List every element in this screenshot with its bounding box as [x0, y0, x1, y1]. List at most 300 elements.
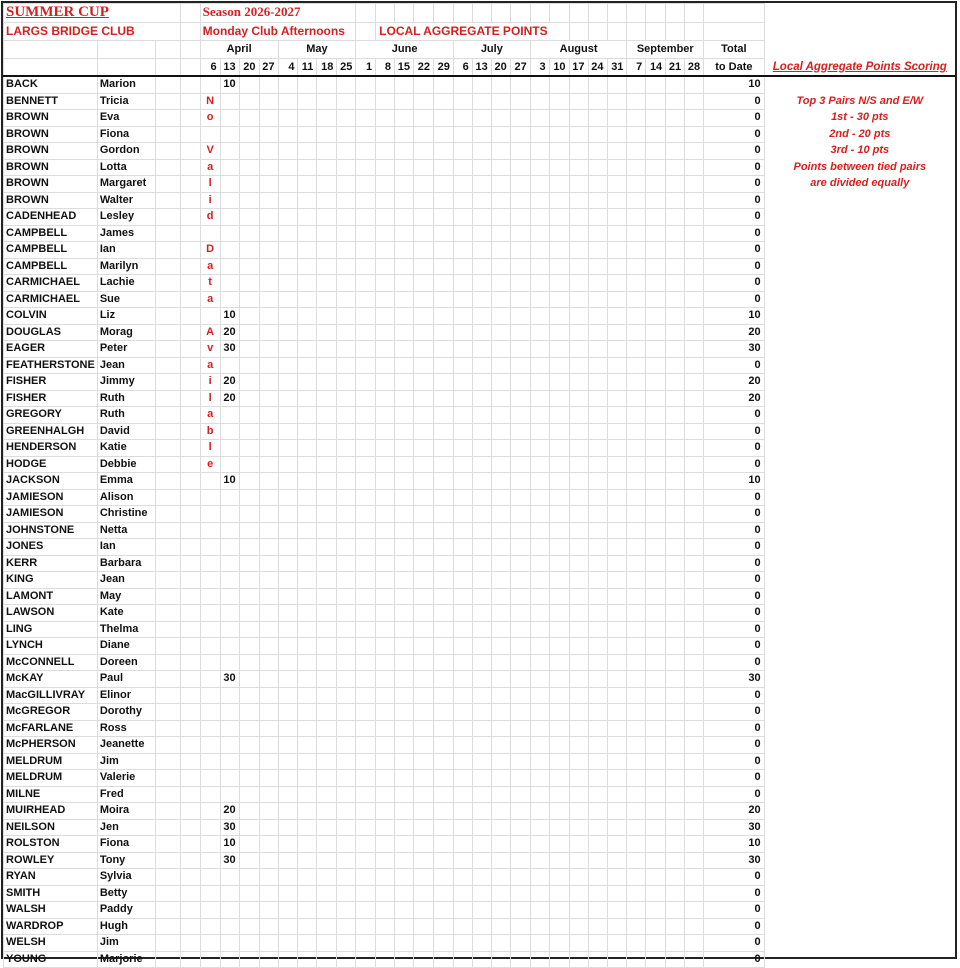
points-cell-apr13 [220, 770, 239, 787]
points-cell [530, 456, 549, 473]
empty-cell [155, 555, 180, 572]
empty-cell [181, 951, 201, 968]
points-cell [472, 918, 491, 935]
first-name-cell: Paul [97, 671, 155, 688]
points-cell [666, 423, 685, 440]
points-cell [453, 258, 472, 275]
no-data-note-letter: l [200, 390, 220, 407]
points-cell [491, 704, 510, 721]
no-data-note-letter: t [200, 275, 220, 292]
points-cell [317, 456, 337, 473]
points-cell [666, 638, 685, 655]
total-cell: 20 [704, 390, 764, 407]
surname-cell: BROWN [4, 110, 98, 127]
points-cell-apr13: 20 [220, 374, 239, 391]
points-cell [472, 539, 491, 556]
points-cell [472, 126, 491, 143]
points-cell-apr13 [220, 572, 239, 589]
points-cell [298, 374, 317, 391]
points-cell [298, 473, 317, 490]
first-name-cell: Ruth [97, 407, 155, 424]
points-cell [549, 951, 569, 968]
empty-cell [155, 41, 180, 59]
empty-cell [764, 4, 955, 23]
points-cell [491, 357, 510, 374]
scoring-rule-cell [764, 192, 955, 209]
points-cell [530, 357, 549, 374]
points-cell [510, 423, 530, 440]
points-cell [491, 374, 510, 391]
points-cell [259, 473, 278, 490]
total-cell: 0 [704, 786, 764, 803]
to-date-header: to Date [704, 58, 764, 76]
points-cell [666, 803, 685, 820]
empty-cell [181, 93, 201, 110]
points-cell [646, 803, 666, 820]
no-data-note-letter [200, 489, 220, 506]
points-cell [549, 869, 569, 886]
points-cell [510, 407, 530, 424]
points-cell [491, 341, 510, 358]
points-cell [607, 374, 627, 391]
points-cell [278, 209, 298, 226]
total-cell: 20 [704, 324, 764, 341]
points-cell [356, 770, 376, 787]
first-name-cell: Lachie [97, 275, 155, 292]
points-cell [298, 143, 317, 160]
points-cell [298, 935, 317, 952]
points-cell [395, 225, 414, 242]
scoring-rule-cell [764, 935, 955, 952]
empty-cell [181, 275, 201, 292]
points-cell [453, 737, 472, 754]
points-cell [646, 473, 666, 490]
points-cell [239, 374, 259, 391]
points-cell [510, 258, 530, 275]
points-cell [666, 258, 685, 275]
date-header: 24 [588, 58, 607, 76]
points-cell [510, 225, 530, 242]
surname-cell: WELSH [4, 935, 98, 952]
scoring-rule-cell [764, 654, 955, 671]
points-cell [414, 803, 434, 820]
points-cell [607, 539, 627, 556]
points-cell [588, 308, 607, 325]
empty-cell [155, 473, 180, 490]
points-cell [356, 489, 376, 506]
points-cell [317, 374, 337, 391]
points-cell [298, 704, 317, 721]
points-cell [472, 522, 491, 539]
points-cell [453, 819, 472, 836]
points-cell [588, 786, 607, 803]
points-cell [627, 720, 646, 737]
points-cell [259, 291, 278, 308]
points-cell [317, 209, 337, 226]
points-cell-apr13 [220, 638, 239, 655]
no-data-note-letter: l [200, 440, 220, 457]
total-cell: 30 [704, 852, 764, 869]
points-cell [259, 126, 278, 143]
points-cell [549, 654, 569, 671]
points-cell [685, 76, 704, 93]
points-cell [414, 489, 434, 506]
points-cell [298, 423, 317, 440]
no-data-note-letter [200, 76, 220, 93]
points-cell [337, 539, 356, 556]
points-cell [239, 357, 259, 374]
points-cell [414, 291, 434, 308]
points-cell [259, 242, 278, 259]
points-cell [337, 176, 356, 193]
points-cell [607, 869, 627, 886]
points-cell [472, 407, 491, 424]
points-cell [627, 704, 646, 721]
player-row [4, 902, 956, 919]
points-cell [569, 951, 588, 968]
points-cell [317, 341, 337, 358]
points-cell [666, 126, 685, 143]
points-cell [627, 489, 646, 506]
points-cell [646, 209, 666, 226]
points-cell [627, 687, 646, 704]
no-data-note-letter [200, 720, 220, 737]
points-cell [510, 786, 530, 803]
player-row [4, 935, 956, 952]
no-data-note-letter: a [200, 291, 220, 308]
points-cell [666, 291, 685, 308]
points-cell [433, 902, 453, 919]
points-cell-apr13 [220, 93, 239, 110]
points-cell [278, 242, 298, 259]
points-cell [317, 489, 337, 506]
points-cell [259, 110, 278, 127]
points-cell [395, 687, 414, 704]
points-cell [588, 176, 607, 193]
no-data-note-letter [200, 819, 220, 836]
points-cell [627, 803, 646, 820]
empty-cell [685, 22, 704, 41]
points-cell [376, 803, 395, 820]
empty-cell [181, 902, 201, 919]
points-cell [298, 275, 317, 292]
points-cell [666, 374, 685, 391]
points-cell-apr13 [220, 407, 239, 424]
no-data-note-letter: b [200, 423, 220, 440]
points-cell [510, 638, 530, 655]
points-cell [376, 522, 395, 539]
points-cell [646, 456, 666, 473]
player-row [4, 836, 956, 853]
points-cell [510, 159, 530, 176]
date-header: 13 [220, 58, 239, 76]
total-cell: 20 [704, 374, 764, 391]
points-cell [356, 242, 376, 259]
points-cell [278, 555, 298, 572]
points-cell [298, 110, 317, 127]
points-cell [607, 572, 627, 589]
points-cell-apr13 [220, 539, 239, 556]
points-cell [549, 209, 569, 226]
points-cell [395, 902, 414, 919]
points-cell [627, 126, 646, 143]
points-cell [433, 753, 453, 770]
points-cell [491, 110, 510, 127]
points-cell [337, 357, 356, 374]
points-cell [472, 341, 491, 358]
points-cell [239, 803, 259, 820]
points-cell [259, 506, 278, 523]
no-data-note-letter: d [200, 209, 220, 226]
points-cell [433, 654, 453, 671]
player-row [4, 852, 956, 869]
points-cell [685, 390, 704, 407]
points-cell [453, 902, 472, 919]
points-cell [549, 374, 569, 391]
points-cell [453, 588, 472, 605]
points-cell [666, 489, 685, 506]
empty-cell [704, 22, 764, 41]
points-cell [298, 737, 317, 754]
first-name-cell: Ian [97, 539, 155, 556]
points-cell [646, 126, 666, 143]
points-cell [395, 407, 414, 424]
points-cell [376, 885, 395, 902]
first-name-cell: Jimmy [97, 374, 155, 391]
total-cell: 0 [704, 423, 764, 440]
points-cell [607, 456, 627, 473]
points-cell [278, 159, 298, 176]
points-cell [588, 110, 607, 127]
points-cell [549, 720, 569, 737]
points-cell-apr13 [220, 423, 239, 440]
scoring-rule-cell [764, 390, 955, 407]
points-cell [588, 76, 607, 93]
total-cell: 0 [704, 951, 764, 968]
points-cell [569, 291, 588, 308]
points-cell [376, 76, 395, 93]
points-cell [259, 638, 278, 655]
total-cell: 0 [704, 93, 764, 110]
points-cell [453, 621, 472, 638]
no-data-note-letter [200, 836, 220, 853]
points-cell [259, 275, 278, 292]
points-cell [298, 720, 317, 737]
points-cell [239, 819, 259, 836]
points-cell [685, 506, 704, 523]
points-cell [337, 76, 356, 93]
first-name-cell: Morag [97, 324, 155, 341]
points-cell [646, 836, 666, 853]
scoring-rule-cell [764, 423, 955, 440]
date-header: 10 [549, 58, 569, 76]
first-name-cell: Margaret [97, 176, 155, 193]
no-data-note-letter [200, 621, 220, 638]
points-cell [259, 209, 278, 226]
first-name-cell: Jean [97, 572, 155, 589]
points-cell [491, 671, 510, 688]
points-cell [317, 902, 337, 919]
points-cell [627, 605, 646, 622]
empty-cell [97, 41, 155, 59]
date-header: 20 [491, 58, 510, 76]
total-cell: 0 [704, 209, 764, 226]
points-cell [569, 407, 588, 424]
total-cell: 20 [704, 803, 764, 820]
no-data-note-letter [200, 539, 220, 556]
points-cell [453, 275, 472, 292]
player-row [4, 918, 956, 935]
surname-cell: WARDROP [4, 918, 98, 935]
points-cell [491, 242, 510, 259]
scoring-rule-cell [764, 539, 955, 556]
scoring-rule-cell [764, 440, 955, 457]
player-row [4, 555, 956, 572]
points-cell [549, 836, 569, 853]
points-cell [395, 275, 414, 292]
total-cell: 0 [704, 242, 764, 259]
points-cell [627, 671, 646, 688]
points-cell [607, 951, 627, 968]
points-cell [627, 341, 646, 358]
points-cell [627, 770, 646, 787]
points-cell [259, 704, 278, 721]
empty-cell [685, 4, 704, 23]
points-cell [298, 539, 317, 556]
points-cell [433, 291, 453, 308]
points-cell [607, 440, 627, 457]
points-cell [356, 341, 376, 358]
points-cell [395, 93, 414, 110]
points-cell [569, 258, 588, 275]
no-data-note-letter [200, 852, 220, 869]
points-cell [259, 176, 278, 193]
points-cell [239, 407, 259, 424]
points-cell [337, 192, 356, 209]
points-cell [472, 770, 491, 787]
surname-cell: SMITH [4, 885, 98, 902]
points-cell [530, 275, 549, 292]
scoring-rule-cell [764, 869, 955, 886]
first-name-cell: Elinor [97, 687, 155, 704]
scoring-rule-cell [764, 275, 955, 292]
points-cell [356, 308, 376, 325]
empty-cell [181, 324, 201, 341]
points-cell [549, 242, 569, 259]
points-cell [491, 902, 510, 919]
points-cell [588, 753, 607, 770]
points-cell [685, 588, 704, 605]
points-cell [453, 687, 472, 704]
points-cell [530, 126, 549, 143]
no-data-note-letter: i [200, 374, 220, 391]
points-cell [646, 852, 666, 869]
points-cell [414, 506, 434, 523]
points-cell-apr13: 20 [220, 803, 239, 820]
points-cell [607, 76, 627, 93]
points-cell [491, 588, 510, 605]
points-cell [239, 555, 259, 572]
points-cell [298, 258, 317, 275]
points-cell [666, 242, 685, 259]
points-cell [685, 225, 704, 242]
points-cell [414, 951, 434, 968]
scoring-rule-cell [764, 737, 955, 754]
empty-cell [181, 506, 201, 523]
first-name-cell: Christine [97, 506, 155, 523]
points-cell [259, 159, 278, 176]
surname-cell: JAMIESON [4, 489, 98, 506]
scoring-rule-cell: Points between tied pairs [764, 159, 955, 176]
scoring-rule-cell [764, 588, 955, 605]
points-cell [414, 902, 434, 919]
points-cell [627, 638, 646, 655]
points-cell [259, 390, 278, 407]
points-cell [685, 440, 704, 457]
empty-cell [181, 308, 201, 325]
points-cell [259, 192, 278, 209]
points-cell [317, 407, 337, 424]
points-cell [685, 786, 704, 803]
points-cell [472, 555, 491, 572]
points-cell [646, 621, 666, 638]
empty-cell [181, 885, 201, 902]
points-cell [510, 93, 530, 110]
empty-cell [155, 456, 180, 473]
points-cell [298, 687, 317, 704]
points-cell [337, 110, 356, 127]
points-cell [491, 555, 510, 572]
points-cell [607, 341, 627, 358]
points-cell [510, 687, 530, 704]
total-cell: 0 [704, 654, 764, 671]
points-cell [588, 869, 607, 886]
surname-cell: LING [4, 621, 98, 638]
points-cell [259, 720, 278, 737]
points-cell [356, 423, 376, 440]
points-cell [530, 93, 549, 110]
empty-cell [607, 4, 627, 23]
points-cell [685, 242, 704, 259]
date-header: 28 [685, 58, 704, 76]
points-cell [453, 110, 472, 127]
points-cell [298, 572, 317, 589]
points-cell [317, 506, 337, 523]
points-cell-apr13 [220, 555, 239, 572]
first-name-cell: Lotta [97, 159, 155, 176]
empty-cell [155, 258, 180, 275]
surname-cell: CAMPBELL [4, 225, 98, 242]
points-cell [433, 522, 453, 539]
date-header: 18 [317, 58, 337, 76]
points-cell [239, 753, 259, 770]
points-cell [414, 390, 434, 407]
total-cell: 0 [704, 440, 764, 457]
surname-cell: FISHER [4, 374, 98, 391]
points-cell [666, 324, 685, 341]
empty-cell [181, 489, 201, 506]
points-cell [414, 935, 434, 952]
points-cell [337, 654, 356, 671]
points-cell [278, 192, 298, 209]
points-cell [510, 242, 530, 259]
points-cell [356, 159, 376, 176]
points-cell [607, 902, 627, 919]
points-cell [607, 489, 627, 506]
empty-cell [155, 76, 180, 93]
points-cell [433, 638, 453, 655]
points-cell [453, 522, 472, 539]
